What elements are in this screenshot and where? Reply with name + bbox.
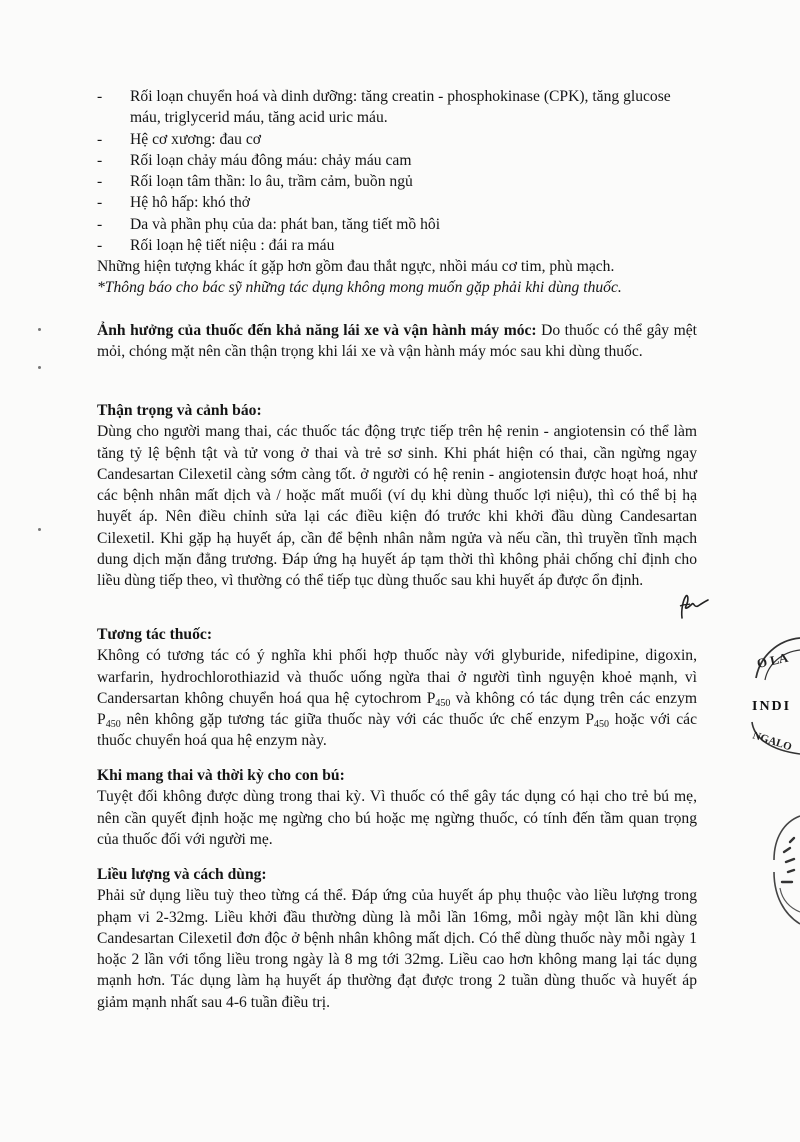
list-item-text: Rối loạn tâm thần: lo âu, trầm cảm, buồn ngủ xyxy=(130,173,413,191)
subscript: 450 xyxy=(105,719,121,731)
interactions-text-part: Không có tương tác có ý nghĩa khi phối hợp thuốc này với glyburide, nifedipine, digoxin, warfarin, hydrochlorothiazid và thuốc uống ngừa thai ở người tình nguyện khoẻ mạnh, vì Candersartan không chuyển hoá qua hệ cytochrom P xyxy=(97,647,697,707)
list-item xyxy=(97,192,697,213)
stamp-seal-partial xyxy=(760,812,800,937)
interactions-text-part: hoặc với các thuốc chuyển hoá qua hệ enzym này. xyxy=(97,711,697,750)
driving-text: Do thuốc có thể gây mệt mỏi, chóng mặt nên cần thận trọng khi lái xe và vận hành máy móc sau khi dùng thuốc. xyxy=(97,322,697,361)
precautions-text: Dùng cho người mang thai, các thuốc tác động trực tiếp trên hệ renin - angiotensin có thể làm tăng tỷ lệ bệnh tật và tử vong ở thai và trẻ sơ sinh. Khi phát hiện có thai, cần ngừng ngay Candesartan Cilexetil càng sớm càng tốt. ở người có hệ renin - angiotensin được hoạt hoá, như các bệnh nhân mất dịch và / hoặc mất muối (ví dụ khi dùng thuốc lợi niệu), thì có thể bị hạ huyết áp. Nên điều chỉnh sửa lại các điều kiện đó trước khi khởi đầu dùng Candesartan Cilexetil. Khi gặp hạ huyết áp, cần để bệnh nhân nằm ngửa và nếu cần, thì truyền tĩnh mạch dung dịch mặn đẳng trương. Đáp ứng hạ huyết áp tạm thời thì không phải chống chỉ định cho liều dùng tiếp theo, vì thường có thể tiếp tục dùng thuốc sau khi huyết áp được ổn định. xyxy=(97,423,697,590)
scan-speck xyxy=(38,528,41,531)
signature-mark xyxy=(672,592,712,622)
pregnancy-heading: Khi mang thai và thời kỳ cho con bú: xyxy=(97,767,345,784)
list-item xyxy=(97,235,697,256)
list-item-text: Da và phần phụ của da: phát ban, tăng tiết mồ hôi xyxy=(130,215,441,233)
list-item xyxy=(97,150,697,171)
pregnancy-section xyxy=(97,765,697,850)
dosage-text: Phải sử dụng liều tuỳ theo từng cá thể. Đáp ứng của huyết áp phụ thuộc vào liều lượng trong phạm vi 2-32mg. Liều khởi đầu thường dùng là mỗi lần 16mg, mỗi ngày một lần khi dùng Candesartan Cilexetil đơn độc ở bệnh nhân không mất dịch. Có thể dùng thuốc này mỗi ngày 1 hoặc 2 lần với tổng liều trong ngày là 8 mg tới 32mg. Liều cao hơn không mang lại tác dụng mạnh hơn. Tác dụng làm hạ huyết áp thường đạt được trong 2 tuần dùng thuốc và huyết áp giảm mạnh nhất sau 4-6 tuần điều trị. xyxy=(97,887,697,1011)
subscript: 450 xyxy=(435,697,451,709)
dosage-heading: Liều lượng và cách dùng: xyxy=(97,866,267,883)
interactions-text-part: nên không gặp tương tác giữa thuốc này với các thuốc ức chế enzym P xyxy=(120,711,595,729)
driving-heading: Ảnh hưởng của thuốc đến khả năng lái xe và vận hành máy móc: xyxy=(97,322,537,339)
other-effects-text: Những hiện tượng khác ít gặp hơn gồm đau thắt ngực, nhồi máu cơ tim, phù mạch. xyxy=(97,258,615,275)
precautions-heading: Thận trọng và cảnh báo: xyxy=(97,402,262,419)
stamp-text-middle: INDI xyxy=(752,699,792,714)
bullet-dash: - xyxy=(97,194,103,212)
interactions-heading: Tương tác thuốc: xyxy=(97,626,213,643)
stamp-seal xyxy=(738,628,800,788)
driving-section xyxy=(97,320,697,363)
scan-speck xyxy=(38,328,41,331)
scan-speck xyxy=(38,366,41,369)
bullet-dash: - xyxy=(97,151,103,169)
bullet-dash: - xyxy=(97,130,103,148)
bullet-dash: - xyxy=(97,88,103,105)
list-item-text: Rối loạn chuyển hoá và dinh dưỡng: tăng creatin - phosphokinase (CPK), tăng glucose máu, triglycerid máu, tăng acid uric máu. xyxy=(130,88,671,127)
stamp-text-bottom: NGALO xyxy=(751,729,794,754)
precautions-section xyxy=(97,400,697,592)
interactions-text-part: và không có tác dụng trên các enzym P xyxy=(97,689,698,729)
bullet-dash: - xyxy=(97,215,103,233)
bullet-dash: - xyxy=(97,173,103,191)
list-item-text: Rối loạn hệ tiết niệu : đái ra máu xyxy=(130,237,335,255)
report-note: *Thông báo cho bác sỹ những tác dụng không mong muốn gặp phải khi dùng thuốc. xyxy=(97,279,622,296)
interactions-text xyxy=(97,645,697,751)
stamp-text-top: O LA xyxy=(755,649,790,671)
pregnancy-text: Tuyệt đối không được dùng trong thai kỳ. Vì thuốc có thể gây tác dụng có hại cho trẻ bú mẹ, nên cần quyết định hoặc mẹ ngừng cho bú hoặc mẹ ngừng thuốc, có tính đến tầm quan trọng của thuốc đối với người mẹ. xyxy=(97,788,697,848)
list-item-text: Hệ hô hấp: khó thở xyxy=(130,194,250,212)
list-item-text: Hệ cơ xương: đau cơ xyxy=(130,130,262,148)
list-item-text: Rối loạn chảy máu đông máu: chảy máu cam xyxy=(130,151,412,169)
bullet-dash: - xyxy=(97,237,103,255)
dosage-section xyxy=(97,864,697,1013)
side-effects-list xyxy=(97,86,697,256)
subscript: 450 xyxy=(594,719,610,731)
list-item xyxy=(97,86,697,129)
interactions-section xyxy=(97,624,697,752)
list-item xyxy=(97,171,697,192)
list-item xyxy=(97,129,697,150)
list-item xyxy=(97,214,697,235)
